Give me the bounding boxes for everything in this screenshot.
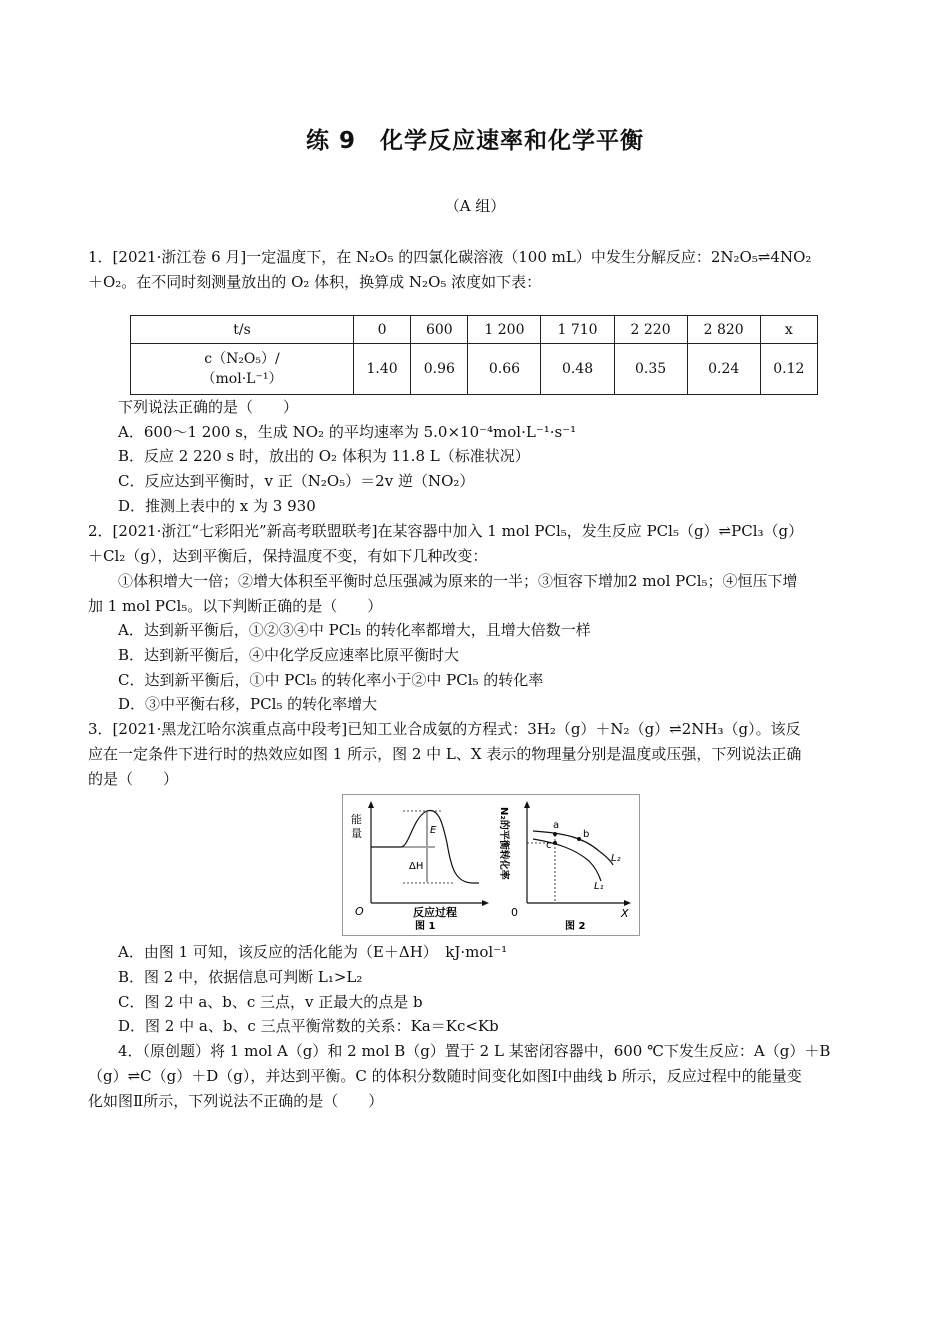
fig2-point-c bbox=[553, 841, 557, 845]
group-label: （A 组） bbox=[444, 197, 506, 215]
fig2-origin: 0 bbox=[511, 906, 518, 919]
table-header-cell: 0 bbox=[354, 316, 411, 344]
q2-option-d: D．③中平衡右移，PCl₅ 的转化率增大 bbox=[118, 695, 378, 713]
q4-text-line3: 化如图Ⅱ所示，下列说法不正确的是（ ） bbox=[88, 1092, 384, 1110]
fig2-label-a: a bbox=[553, 820, 560, 831]
table-header-row bbox=[131, 316, 818, 344]
row-label-line2: （mol·L⁻¹） bbox=[201, 371, 283, 387]
q4-text-line2: （g）⇌C（g）＋D（g），并达到平衡。C 的体积分数随时间变化如图Ⅰ中曲线 b 所示，反应过程中的能量变 bbox=[88, 1067, 802, 1085]
q1-data-table bbox=[130, 315, 818, 395]
fig2-ylabel: N₂的平衡转化率 bbox=[498, 807, 509, 880]
q2-text-line1: 2．[2021·浙江“七彩阳光”新高考联盟联考]在某容器中加入 1 mol PCl₅，发生反应 PCl₅（g）⇌PCl₃（g） bbox=[88, 522, 804, 540]
fig2-label-c: c bbox=[546, 840, 552, 851]
table-cell: 0.12 bbox=[760, 344, 817, 395]
q2-text-line3: ①体积增大一倍；②增大体积至平衡时总压强减为原来的一半；③恒容下增加2 mol PCl₅；④恒压下增 bbox=[118, 572, 798, 590]
q3-text-line3: 的是（ ） bbox=[88, 770, 179, 788]
fig2-x-arrow bbox=[624, 900, 631, 906]
q4-text-line1: 4．（原创题）将 1 mol A（g）和 2 mol B（g）置于 2 L 某密闭容器中，600 ℃下发生反应：A（g）＋B bbox=[118, 1042, 831, 1060]
fig2-point-a bbox=[553, 832, 557, 836]
q2-option-b: B．达到新平衡后，④中化学反应速率比原平衡时大 bbox=[118, 646, 460, 664]
table-header-cell: x bbox=[760, 316, 817, 344]
table-cell: 0.66 bbox=[468, 344, 541, 395]
q2-option-c: C．达到新平衡后，①中 PCl₅ 的转化率小于②中 PCl₅ 的转化率 bbox=[118, 671, 544, 689]
table-cell: 0.24 bbox=[687, 344, 760, 395]
row-label-line1: c（N₂O₅）/ bbox=[204, 351, 280, 367]
fig2-caption: 图 2 bbox=[565, 921, 586, 932]
table-header-cell: 2 820 bbox=[687, 316, 760, 344]
q3-figure-svg bbox=[343, 795, 639, 935]
table-cell: 0.35 bbox=[614, 344, 687, 395]
q1-prompt: 下列说法正确的是（ ） bbox=[118, 398, 299, 416]
table-header-cell: 1 200 bbox=[468, 316, 541, 344]
fig1-caption: 图 1 bbox=[415, 921, 436, 932]
fig1-E-label: E bbox=[430, 825, 437, 836]
fig2-y-arrow bbox=[524, 801, 530, 808]
q3-option-a: A．由图 1 可知，该反应的活化能为（E＋ΔH） kJ·mol⁻¹ bbox=[118, 943, 508, 961]
fig2-curve-L2 bbox=[533, 831, 613, 865]
q3-figure bbox=[342, 794, 640, 936]
fig2-label-b: b bbox=[583, 829, 590, 840]
fig2-label-L2: L₂ bbox=[611, 853, 621, 864]
q3-text-line2: 应在一定条件下进行时的热效应如图 1 所示，图 2 中 L、X 表示的物理量分别是温度或压强，下列说法正确 bbox=[88, 745, 802, 763]
fig1-y-arrow bbox=[368, 801, 374, 808]
q3-option-b: B．图 2 中，依据信息可判断 L₁>L₂ bbox=[118, 968, 363, 986]
table-header-cell: 2 220 bbox=[614, 316, 687, 344]
fig1-dH-label: ΔH bbox=[409, 861, 424, 872]
q3-text-line1: 3．[2021·黑龙江哈尔滨重点高中段考]已知工业合成氨的方程式：3H₂（g）＋N₂（g）⇌2NH₃（g）。该反 bbox=[88, 720, 801, 738]
fig1-origin: O bbox=[355, 905, 364, 918]
table-row-label bbox=[131, 344, 354, 395]
table-cell: 1.40 bbox=[354, 344, 411, 395]
q2-option-a: A．达到新平衡后，①②③④中 PCl₅ 的转化率都增大，且增大倍数一样 bbox=[118, 621, 591, 639]
q2-text-line4: 加 1 mol PCl₅。以下判断正确的是（ ） bbox=[88, 597, 383, 615]
table-header-cell: t/s bbox=[131, 316, 354, 344]
q1-option-d: D．推测上表中的 x 为 3 930 bbox=[118, 497, 316, 515]
fig1-x-arrow bbox=[482, 900, 489, 906]
page-title: 练 9 化学反应速率和化学平衡 bbox=[305, 128, 644, 154]
q3-option-d: D．图 2 中 a、b、c 三点平衡常数的关系：Ka＝Kc<Kb bbox=[118, 1017, 499, 1035]
q1-option-c: C．反应达到平衡时，v 正（N₂O₅）＝2v 逆（NO₂） bbox=[118, 472, 475, 490]
table-row bbox=[131, 344, 818, 395]
q1-option-b: B．反应 2 220 s 时，放出的 O₂ 体积为 11.8 L（标准状况） bbox=[118, 447, 530, 465]
q3-option-c: C．图 2 中 a、b、c 三点，v 正最大的点是 b bbox=[118, 993, 423, 1011]
fig1-ylabel-1: 能 bbox=[351, 813, 362, 826]
table-cell: 0.48 bbox=[541, 344, 614, 395]
fig1-ylabel-2: 量 bbox=[351, 827, 362, 840]
table-cell: 0.96 bbox=[411, 344, 468, 395]
fig2-point-b bbox=[577, 837, 581, 841]
table-header-cell: 600 bbox=[411, 316, 468, 344]
q2-text-line2: ＋Cl₂（g），达到平衡后，保持温度不变，有如下几种改变： bbox=[88, 547, 488, 565]
fig2-label-L1: L₁ bbox=[594, 881, 604, 892]
q1-text-line2: ＋O₂。在不同时刻测量放出的 O₂ 体积，换算成 N₂O₅ 浓度如下表： bbox=[88, 273, 542, 291]
fig1-xlabel: 反应过程 bbox=[413, 906, 457, 919]
q1-option-a: A．600～1 200 s，生成 NO₂ 的平均速率为 5.0×10⁻⁴mol·L⁻¹·s⁻¹ bbox=[118, 423, 577, 441]
fig2-xlabel: X bbox=[621, 907, 629, 920]
q1-text-line1: 1．[2021·浙江卷 6 月]一定温度下，在 N₂O₅ 的四氯化碳溶液（100 mL）中发生分解反应：2N₂O₅⇌4NO₂ bbox=[88, 248, 812, 266]
table-header-cell: 1 710 bbox=[541, 316, 614, 344]
